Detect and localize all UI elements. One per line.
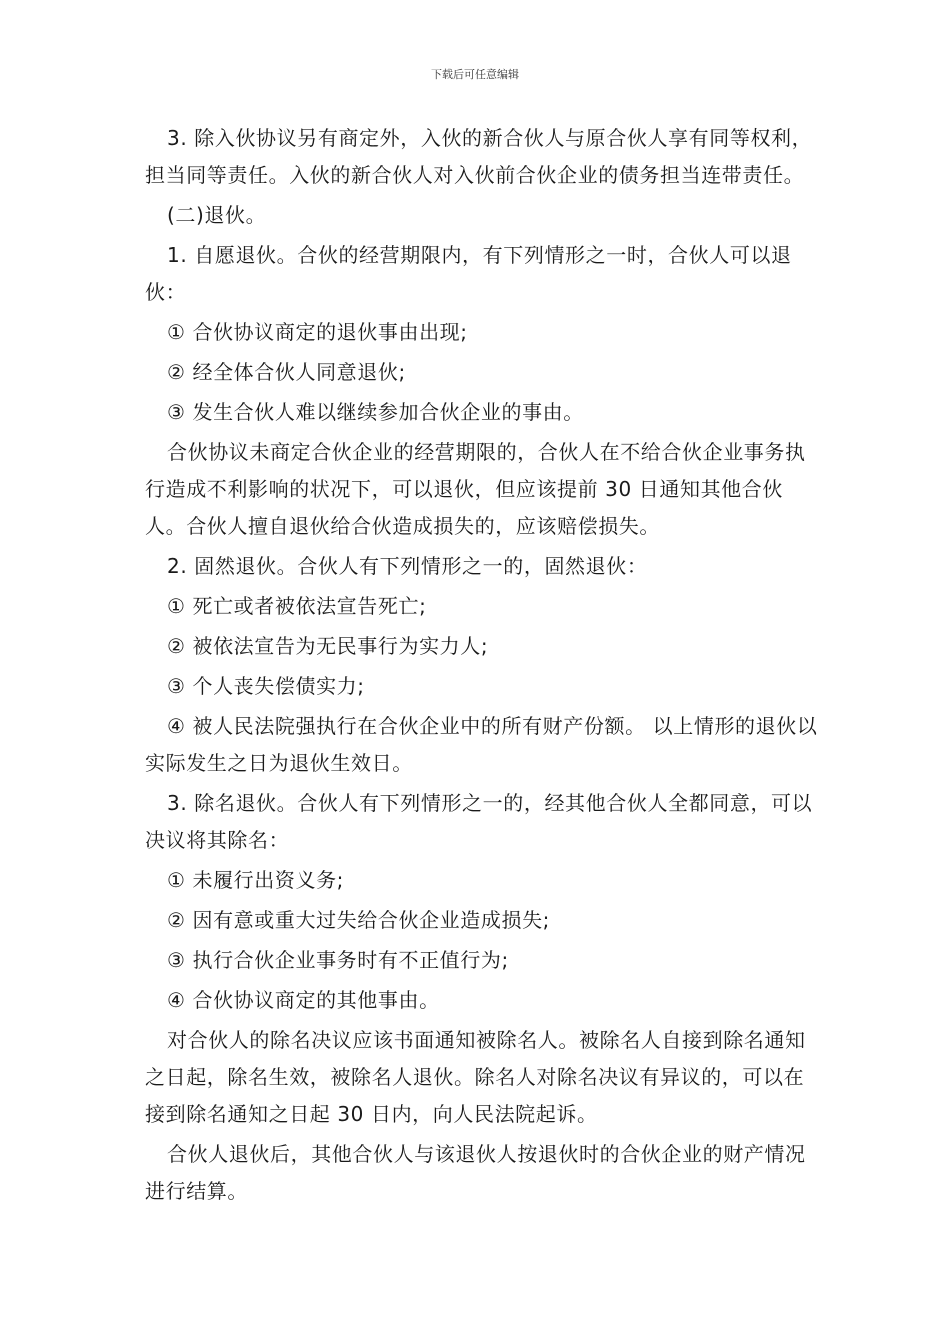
list-item: ④ 被人民法院强执行在合伙企业中的所有财产份额。 以上情形的退伙以实际发生之日为退伙生效日。: [145, 714, 818, 775]
paragraph-settlement: 合伙人退伙后，其他合伙人与该退伙人按退伙时的合伙企业的财产情况进行结算。: [145, 1142, 806, 1203]
section-heading-withdrawal: (二)退伙。: [167, 203, 267, 227]
list-item: ③ 个人丧失偿债实力;: [167, 674, 365, 698]
paragraph-expulsion: 3. 除名退伙。合伙人有下列情形之一的，经其他合伙人全都同意，可以决议将其除名：: [145, 791, 813, 852]
paragraph-voluntary-withdrawal: 1. 自愿退伙。合伙的经营期限内，有下列情形之一时，合伙人可以退伙：: [145, 243, 792, 304]
paragraph-automatic-withdrawal: 2. 固然退伙。合伙人有下列情形之一的，固然退伙：: [167, 554, 648, 578]
paragraph-expulsion-notice: 对合伙人的除名决议应该书面通知被除名人。被除名人自接到除名通知之日起，除名生效，被除名人退伙。除名人对除名决议有异议的，可以在接到除名通知之日起 30 日内，向人民法院起诉。: [145, 1028, 806, 1126]
list-item: ③ 发生合伙人难以继续参加合伙企业的事由。: [167, 400, 584, 424]
list-item: ② 被依法宣告为无民事行为实力人;: [167, 634, 489, 658]
page-header: 下载后可任意编辑: [431, 68, 519, 81]
paragraph-admission-rights: 3. 除入伙协议另有商定外，入伙的新合伙人与原合伙人享有同等权利，担当同等责任。入伙的新合伙人对入伙前合伙企业的债务担当连带责任。: [145, 126, 813, 187]
list-item: ① 未履行出资义务;: [167, 868, 345, 892]
list-item: ③ 执行合伙企业事务时有不正值行为;: [167, 948, 509, 972]
list-item: ④ 合伙协议商定的其他事由。: [167, 988, 440, 1012]
list-item: ① 死亡或者被依法宣告死亡;: [167, 594, 427, 618]
list-item: ② 经全体合伙人同意退伙;: [167, 360, 406, 384]
paragraph-unspecified-term: 合伙协议未商定合伙企业的经营期限的，合伙人在不给合伙企业事务执行造成不利影响的状况下，可以退伙，但应该提前 30 日通知其他合伙人。合伙人擅自退伙给合伙造成损失的，应该赔偿损失。: [145, 440, 806, 538]
list-item: ② 因有意或重大过失给合伙企业造成损失;: [167, 908, 551, 932]
list-item: ① 合伙协议商定的退伙事由出现;: [167, 320, 468, 344]
document-body: [145, 120, 820, 1210]
